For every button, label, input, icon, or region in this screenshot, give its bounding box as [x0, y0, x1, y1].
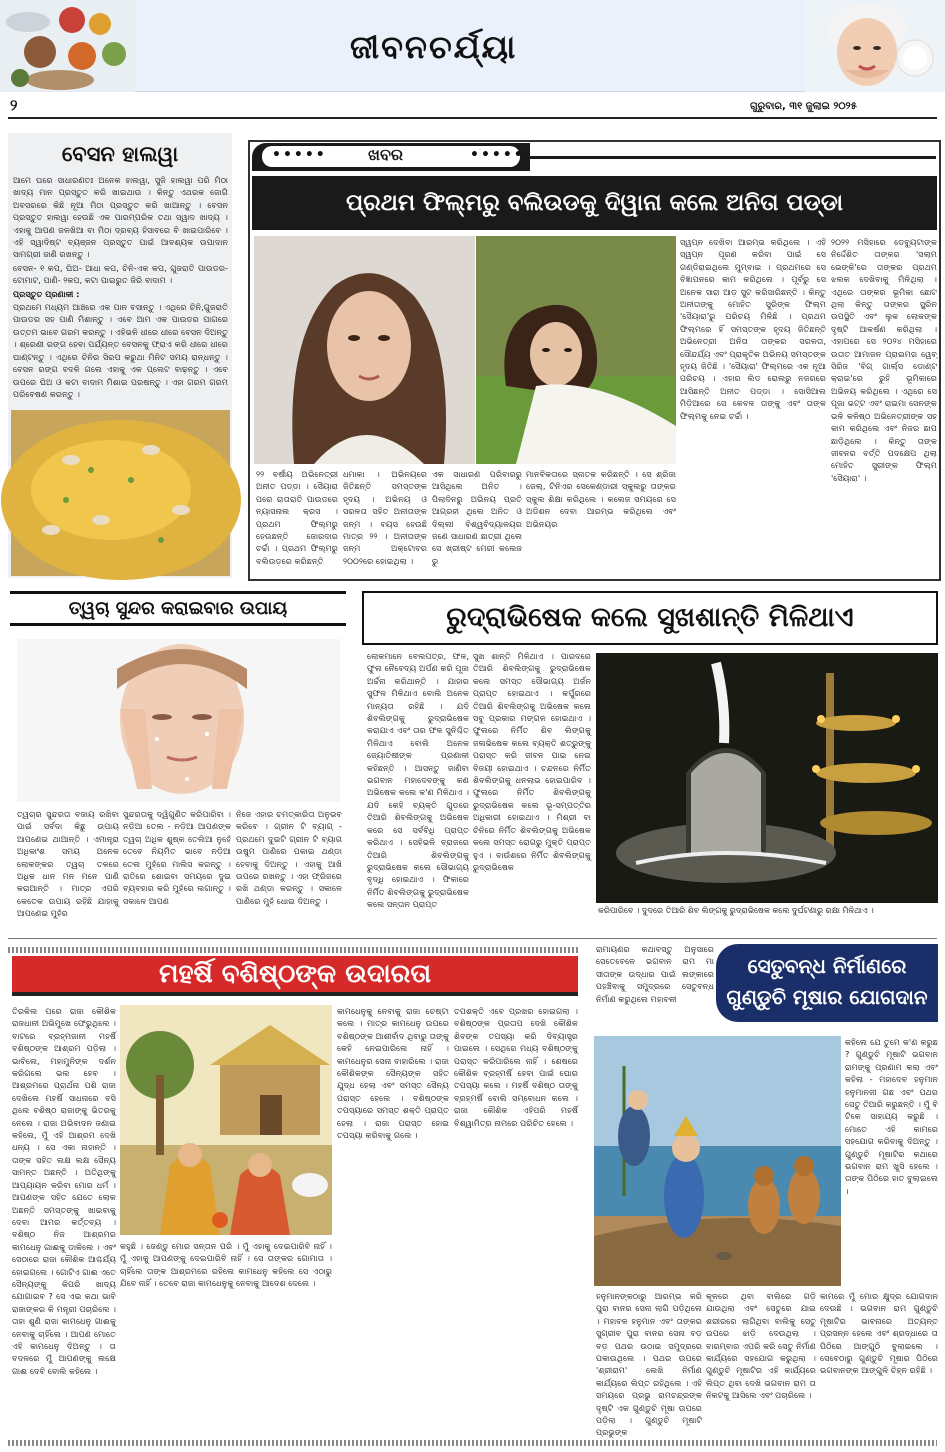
rudra-caption: କରିପାରିବେ । ଦୁଦରେ ତିଆରି ଶିବ ଲିଙ୍ଗକୁ ରୁଦ୍ରାଭିଷେକ କଲେ ଦୁର୍ଘଟଣାରୁ ରକ୍ଷା ମିଳିଥାଏ ।	[598, 906, 874, 915]
vashishtha-col-2: କହୁଛି । ଜେଣ୍ଡୁ ମୋର ସନ୍ତାନ ପରି । ମୁଁ ଏହାକୁ ଦେଇପାରିବି ନାହିଁ । ମୁଁ ଏହାକୁ ଆପଣଙ୍କୁ ଦେଇପାରିବି ନାହିଁ । ସେ ତାଙ୍କର ଗୋମାତା । ଚାହିଁଲେ ତାଙ୍କ ଆଶ୍ରମରେ ରହିଲେ କାମଧେନୁ କହିଲେ ସେ ଏଠାରୁ ଯିବେ ନାହିଁ । ତେବେ ରାଜା କାମଧେନୁକୁ ନେବାକୁ ଆଦେଶ ଦେଲେ ।	[120, 1241, 332, 1289]
anita-tag-dots-left: •••••	[272, 147, 327, 163]
masthead-title: ଜୀବନଚର୍ଯ୍ୟା	[350, 28, 518, 66]
halwa-method-title: ପ୍ରସ୍ତୁତ ପ୍ରଣାଳୀ :	[13, 288, 80, 299]
vashishtha-headline: ମହର୍ଷି ବଶିଷ୍ଠଙ୍କ ଉଦାରତା	[12, 956, 578, 996]
skin-headline: ତ୍ୱଚା ସୁନ୍ଦର କରାଇବାର ଉପାୟ	[10, 591, 346, 626]
anita-col-3: ଏକ ସାଧାରଣ ପରିବାରରୁ ଆସିଥିଲେ ଅନିତ । ପିଲାଦିନରୁ ଅଭିନୟ ପ୍ରତି ଆଗ୍ରହୀ ଥିଲେ ଅନିତ ଓ ଦିଲ୍ଲୀ ବିଶ୍ୱବିଦ୍ୟାଳୟର ଜଣେ ସାଧାରଣ ଛାତ୍ରୀ ଥିଲେ ସେ ଖ୍ରୀଷ୍ଟ ମେରୀ କଲେଜ ରୁ	[432, 469, 522, 566]
setu-col-1: ହନୁମାନଙ୍କଠାରୁ ଆରମ୍ଭ କରି ପୁରା ବାନର ସେନା ଲାଗି ପଡ଼ିଥିଲେ । ମହାବଳ ହନୁମାନ ଏବଂ ତାଙ୍କର ସୁଗ୍ରୀବ ପୁରା ବାନର ସେନା ବଡ଼ ବଡ଼ ପଥର ଉଠାଇ ସମୁଦ୍ରରେ ପକାଉଥିଲେ । ପଥର ଉପରେ 'ଶ୍ରୀରାମ' ଲେଖି ନିର୍ମାଣ କାର୍ଯ୍ୟରେ ଲିପ୍ତ ରହିଥିଲେ । ଏହି ସମୟରେ ପ୍ରଭୁ ରାମଚନ୍ଦ୍ରଙ୍କ ଦୃଷ୍ଟି ଏକ ଗୁଣ୍ଡୁଚି ମୂଷା ଉପରେ ପଡ଼ିଲା । ଗୁଣ୍ଡୁଚି ମୂଷାଟି ପ୍ରଭୁଙ୍କ	[596, 1291, 702, 1438]
anita-col-4: ମାନବିକତାରେ ସ୍ନାତକ କରିଛନ୍ତି । ସେ ଶ୍ରିଜା ଜେଲ୍, ଟିନିଏର ସେକେଣ୍ଡାରୀ ସ୍କୁଲରୁ ତାଙ୍କର ସ୍କୁଲ ଶିକ୍ଷା କରିଥିଲେ । କଲେଜ ସମୟରେ ସେ ଅଡିଶନ ଦେବା ଆରମ୍ଭ କରିଥିଲେ ଏବଂ ଅଭିନୟର	[526, 469, 676, 529]
anita-photo-2	[476, 236, 676, 464]
setu-col-2: କୂଳରେ ଥିବା ବାଲିରେ ଗଡ଼ି ଯାଉଥିଲା ଏବଂ ସେତୁରେ ଯାଇ ଶରୀରରେ ଲାଗିଥିବା ବାଲିକୁ ସେତୁ ଉପରେ ଝାଡ଼ି ଦେଉଥିଲା । ବାରମ୍ବାର ଏପରି କରି ସେତୁ ନିର୍ମାଣ କାର୍ଯ୍ୟରେ ସହଯୋଗ କରୁଥିଲା । ଗୁଣ୍ଡୁଚି ମୂଷାଟିର ଏହି କାର୍ଯ୍ୟରେ ଲିପ୍ତ ଥିବା ଦେଖି ଭଗବାନ ରାମ ତା ନିକଟକୁ ଆସିଲେ ଏବଂ ପଚାରିଲେ ।	[706, 1291, 816, 1401]
masthead-food-illustration	[0, 0, 135, 92]
rudra-col-1: ଲୋକମାନେ ବେଲପତ୍ର, ଫଳ, ଫୁଲ ନୈବେଦ୍ୟ ଅର୍ପଣ କରି ପୂଜା ଅର୍ଚ୍ଚନା କରିଥାନ୍ତି । ଯାହାର ସୁଫଳ ମିଳିଥାଏ ବୋଲି ଅନେକ ମାନ୍ୟତା ରହିଛି । ଯଦି ଶିବଲିଙ୍ଗକୁ ରୁଦ୍ରାଭିଷେକ କରାଯାଏ ଏବଂ ତାର ଫଳ ସୁନିଶ୍ଚିତ ମିଳିଥାଏ ବୋଲି ଅନେକ ଜ୍ୟୋତିଷୀଙ୍କ ପ୍ରଣାଳୀ କହିଛନ୍ତି । ଆସନ୍ତୁ ଜାଣିବା ଭଗବାନ ମହାଦେବଙ୍କୁ କଣ ଅଭିଷେକ କଲେ କ'ଣ ମିଳିଥାଏ । ଯଦି କେହି ବ୍ୟକ୍ତି ଗୁଡରେ ତିଆରି ଶିବଲିଙ୍ଗକୁ ଅଭିଷେକ କରେ ସେ ସର୍ବବିଧି ପ୍ରାପ୍ତ କରିଥାଏ । ସେହିଭଳି ବ୍ରାଜରେ ତିଆରି ଶିବଲିଙ୍ଗକୁ ରୁଦ୍ରାଭିଷେକ କଲେ ସୌଭାଗ୍ୟ ବୃଦ୍ଧି ହୋଇଥାଏ । ଫିକାରେ ନିର୍ମିତ ଶିବଲିଙ୍ଗକୁ ରୁଦ୍ରାଭିଷେକ କଲେ ସନ୍ତାନ ପ୍ରାପ୍ତ	[367, 651, 469, 910]
anita-tag-rule	[530, 156, 936, 159]
anita-headline: ପ୍ରଥମ ଫିଲ୍ମରୁ ବଲିଉଡକୁ ଦିୱାନା କଲେ ଅନିତା ପଡ୍ଡା	[252, 176, 937, 230]
halwa-title: ବେସନ ହାଲୱା	[61, 142, 179, 166]
anita-col-2: ଧମାକା । ଅଭିନୟରେ ଜିତିଛନ୍ତି ସମସ୍ତଙ୍କ ହୃଦୟ । ଅଭିନୟ ଓ ସରଳତା ସହିତ ଅନୀତାଙ୍କ ଜନ୍ମ । ବୟସ ହେଉଛି ମାତ୍ର ୨୨ । ଅନୀତାଙ୍କ ଜନ୍ମ ଅକ୍ଟୋବର ୨୦୦୨ରେ ହୋଇଥିଲା ।	[343, 469, 427, 566]
anita-col-5: ସ୍ୱପ୍ନ ଦେଖିବା ଆରମ୍ଭ କରିଥିଲେ । ଏହି ସ୍ୱପ୍ନ ପୂରଣ କରିବା ପାଇଁ ସେ ଗଣ୍ଡିରାଇଥିଲେ ମୁମ୍ବାଇ । ପ୍ରଥମରେ ସେ ବିଜ୍ଞାପନରେ କାମ କରିଥିଲେ । ପୂର୍ବରୁ ସେ ଅନେକ ସାରା ଆଡ଼ ସୁଟ କରିସାରିଛନ୍ତି । କିନ୍ତୁ ଅନୀତାଙ୍କୁ ମୋହିତ ସୁରିଙ୍କ ଫିଲ୍ମ 'ସୈୟାରା'ରୁ ପରିଚୟ ମିଳିଛି । ପ୍ରଥମ ଫିଲ୍ମରେ ହିଁ ସମସ୍ତଙ୍କ ହୃଦୟ ଜିତିଛନ୍ତି ଅଭିନେତ୍ରୀ ଅନିତା ତାଙ୍କର ସରଳତା, ସୌନ୍ଦର୍ଯ୍ୟ ଏବଂ ପ୍ରାକୃତିକ ଅଭିନୟ ସମସ୍ତଙ୍କ ହୃଦୟ ଜିତିଛି । 'ସୈୟାରା' ଫିଲ୍ମରେ ଏକ ନୂଆ ପରିଚୟ । ଏହାର ଲିଡ ରୋଲରୁ ନଜରରେ ଆସିଛନ୍ତି ଅନୀତ ପଡ୍ଡା । ସୋସିଆଲ ମିଡ଼ିଆରେ ସେ କେବଳ ତାଙ୍କୁ ଏବଂ ତାଙ୍କ ଫିଲ୍ମକୁ ନେଇ ଚର୍ଚ୍ଚା ।	[680, 237, 826, 421]
anita-tag-dots-right: •••••	[470, 147, 525, 163]
halwa-method: ପ୍ରଥମେ ମଧ୍ୟମ ଆଞ୍ଚରେ ଏକ ପାନ ବସାନ୍ତୁ । ଏଥିରେ ଚିନି,ଗୁଜରାତି ପାଉଡର ସହ ପାଣି ମିଶାନ୍ତୁ । ଏବେ ଆମ ଏକ ପାଉଡର ପାଗରେ ଉତ୍ତମ ଭାବେ ଗରମ କରନ୍ତୁ । ଏହିଭଳି ଧୀରେ ଧୀରେ ବେସନ ଦିଅନ୍ତୁ । ଶ୍ରେଣୀ ରଙ୍ଗ ହେବା ପର୍ଯ୍ୟନ୍ତ ବେସନକୁ ଫ୍ରାଏ କରି ଧୀରେ ଧୀରେ ଘାଣ୍ଟନ୍ତୁ । ଏଥିରେ ଚିନିର ସିରପ କରୁଥା ମିନିଟ ସମୟ ରାନ୍ଧନ୍ତୁ । ବେସନ ରଙ୍ଗ ବଦଳି ଗଲେ ଏହାକୁ ଏକ ପ୍ଲେଟ ବାଢ଼ନ୍ତୁ । ଏବେ ଉପରେ ଘିଅ ଓ କଟା ବାଦାମ ମିଶାଇ ପରଷନ୍ତୁ । ଏହା ଗରମ ଗରମ ପରିବେଷଣ କରନ୍ତୁ ।	[13, 302, 228, 399]
setu-col-3: କାମରେ ମୁଁ ମୋର କ୍ଷୁଦ୍ର ଯୋଗଦାନ ଦେଉଛି । ଭଗବାନ ରାମ ଗୁଣ୍ଡୁଚି ମୂଷାଟିର ଭାବନାରେ ଅତ୍ୟନ୍ତ ପ୍ରସନ୍ନ ହେଲେ ଏବଂ ଶ୍ରଦ୍ଧାରେ ତା ପିଠିରେ ଆଙ୍ଗୁଠି ବୁଲାଇଲେ । ସେବେଠାରୁ ଗୁଣ୍ଡୁଚି ମୂଷାର ପିଠିରେ ଭଗବାନଙ୍କ ଆଙ୍ଗୁଳି ଚିହ୍ନ ରହିଛି ।	[820, 1291, 938, 1376]
footer-stripe	[8, 1440, 937, 1446]
setu-headline-line2: ଗୁଣ୍ଡୁଚି ମୂଷାର ଯୋଗଦାନ	[726, 985, 928, 1009]
skin-photo	[17, 639, 340, 802]
halwa-intro: ଆମେ ଘରେ ସାଧାରଣତଃ ଅନେକ ହାଲୱା, ସୁଜି ହାଲୱା ପରି ମିଠା ଖାଦ୍ୟ ମାନ ପ୍ରସ୍ତୁତ କରି ଖାଇଥାଉ । କିନ୍ତୁ ଏଥରକ ଜୋଗି ଅବସରରେ କିଛି ନୂଆ ମିଠା ପ୍ରସ୍ତୁତ କରି ଖାଆନ୍ତୁ । ବେସନ ପ୍ରସ୍ତୁତ ହାଲୱା ହେଉଛି ଏକ ପାରମ୍ପରିକ ତଥା ସ୍ୱାଦ ଖାଦ୍ୟ । ଏହାକୁ ଆପଣ ଜଳଖିଆ ବା ମିଠା ଦ୍ରବ୍ୟ ହିସାବରେ ବି ଖାଇପାରିବେ । ଏହି ସ୍ୱାଦିଷ୍ଟ ବ୍ୟଞ୍ଜନ ପ୍ରସ୍ତୁତ ପାଇଁ ଆବଶ୍ୟକ ଉପାଦାନ ସାମଗ୍ରୀ ଜାଣି ରଖନ୍ତୁ ।	[13, 175, 228, 260]
date-line: ଗୁରୁବାର, ୩୧ ଜୁଲାଇ ୨୦୨୫	[750, 101, 857, 112]
vashishtha-col-4: ତପଶକ୍ତି ଏବେ ପ୍ରଖର ହୋଇଗଲା । ବଶିଷ୍ଠଙ୍କ ପ୍ରତାପ ଦେଖି କୌଶିକ ଶିବଙ୍କ ତପସ୍ୟା କରି ଦିବ୍ୟାସ୍ତ୍ର ପାଇଲେ । ସେଥିରେ ମଧ୍ୟ ବଶିଷ୍ଠଙ୍କୁ ପରାସ୍ତ କରିପାରିଲେ ନାହିଁ । ଶେଷରେ କୌଶିକ ବ୍ରହ୍ମର୍ଷି ହେବା ପାଇଁ ଘୋର ତପସ୍ୟା କଲେ । ମହର୍ଷି ବଶିଷ୍ଠ ତାଙ୍କୁ ବ୍ରହ୍ମର୍ଷି ବୋଲି ସମ୍ବୋଧନ କଲେ । ରାଜା କୌଶିକ ଏହିପରି ମହର୍ଷି ବିଶ୍ୱାମିତ୍ର ନାମରେ ପରିଚିତ ହେଲେ ।	[454, 1006, 578, 1128]
setu-intro: ରାମାୟଣର କଥାବସ୍ତୁ ଅନୁସାରେ ସେତେବେଳେ ଭଗବାନ ରାମ ମା ସୀତାଙ୍କ ଉଦ୍ଧାର ପାଇଁ ଲଙ୍କାରେ ପହଞ୍ଚିବାକୁ ସମୁଦ୍ରରେ ସେତୁବନ୍ଧ ନିର୍ମାଣ କରୁଥିଲେ ମହାବଳୀ	[596, 944, 714, 1004]
vashishtha-col-3: କାମଧେନୁକୁ ନେବାକୁ ରାଜା ଚେଷ୍ଟା କଲେ । ମାତ୍ର କାମଧେନୁ ଉପରେ ବଶିଷ୍ଠଙ୍କ ଆଶୀର୍ବାଦ ଥିବାରୁ ତାଙ୍କୁ କେହି ନେଇପାରିଲେ ନାହିଁ । କାମଧେନୁର ସେନା ବାହାରିଲେ । ରାଜା କୌଶିକଙ୍କ ସୈନ୍ୟଙ୍କ ସହିତ ଯୁଦ୍ଧ ହେଲା ଏବଂ ସମସ୍ତ ସୈନ୍ୟ ପରାସ୍ତ ହେଲେ । ବଶିଷ୍ଠଙ୍କ ତପସ୍ୟାରେ ସମସ୍ତ ଶକ୍ତି ପ୍ରାପ୍ତ ହେଲା । ରାଜା ପରାସ୍ତ ହୋଇ ତପସ୍ୟା କରିବାକୁ ଗଲେ ।	[337, 1006, 449, 1141]
setu-headline-line1: ସେତୁବନ୍ଧ ନିର୍ମାଣରେ	[747, 954, 907, 978]
masthead-rule	[8, 117, 937, 119]
skin-col-2: ସୁନ୍ଦରତାକୁ ଦ୍ୱିଗୁଣିତ କରିପାରିବା । ନଡ଼ିଆ ତେଲ - ନଡ଼ିଆ ଆପଣଙ୍କ ତ୍ୱଚା ଅଧିକ ଶୁଷ୍କ ତେଲିଆ ନୁହେଁ ତେବେ ନିୟମିତ ଭାବେ ନଡ଼ିଆ ତେଲ ମୁହଁରେ ମାଲିସ କରନ୍ତୁ । ରାତିରେ ଶୋଇବା ସମୟରେ ଦୁଇ ବ୍ୟବହାର କରି ମୁହଁରେ ଲଗାନ୍ତୁ । ସକାଳେ ଆପଣ	[123, 809, 231, 906]
rudra-col-2: ସୁଖ ଶାନ୍ତି ମିଳିଥାଏ । ପାରଦରେ ତିଆରି ଶିବଲିଙ୍ଗକୁ ରୁଦ୍ରାଭିଷେକ କଲେ ସମସ୍ତ ସୌଭାଗ୍ୟ ଅର୍ଜନ ପ୍ରାପ୍ତ ହୋଇଥାଏ । କର୍ପୁରରେ ତିଆରି ଶିବଲିଙ୍ଗକୁ ଅଭିଷେକ କଲେ ସବୁ ପ୍ରକାର ମଙ୍ଗଳ ହୋଇଥାଏ । ଫୁଲରେ ନିର୍ମିତ ଶିବ ଲିଙ୍ଗକୁ ଜଳାଭିଷେକ କଲେ ବ୍ୟକ୍ତି ଶତ୍ରୁଙ୍କୁ ପରାସ୍ତ କରି ଜୀବନ ପାଇ ନେଇ ବିଜୟୀ ହୋଇଥାଏ । ଚନ୍ଦନରେ ନିର୍ମିତ ଶିବଲିଙ୍ଗକୁ ଧନଲାଭ ହୋଇପାରିବ । ଫୁଲରେ ନିର୍ମିତ ଶିବଲିଙ୍ଗକୁ ରୁଦ୍ରାଭିଷେକ କଲେ ଭୂ-ସମ୍ପତ୍ତିର ଅଧିକାରୀ ହୋଇଥାଏ । ମିଶ୍ରୀ ବା ଚିନିରେ ନିର୍ମିତ ଶିବଲିଙ୍ଗକୁ ଅଭିଷେକ କଲେ ସମସ୍ତ ରୋଗରୁ ମୁକ୍ତି ପ୍ରାପ୍ତ ହୁଏ । ବାଉଁଶରେ ନିର୍ମିତ ଶିବଲିଙ୍ଗକୁ ରୁଦ୍ରାଭିଷେକ	[473, 651, 591, 872]
vashishtha-col-1: ତିରକିଲ ପରେ ରାଜା କୌଶିକ ରାଜଧାନୀ ଅଭିମୁଖେ ଫେରୁଥିଲେ । ବାଟରେ ବ୍ରହ୍ମଜାନୀ ମହର୍ଷି ବଶିଷ୍ଠଙ୍କ ଆଶ୍ରମ ପଡ଼ିଲା । ଭାବିଲେ, ମହାମୁନିଙ୍କ ଦର୍ଶନ କରିଗଲେ ଭଲ ହେବ । ଆଶ୍ରମରେ ପ୍ରାର୍ଥନା ପଶି ରାଜା ଦେଖିଲେ ମହର୍ଷି ସାଧନାରେ ବସି ଥିଲେ ବଶିଷ୍ଠ ରାଜାଙ୍କୁ ଭିତରକୁ ନେଲେ । ରାଜା ଅଭିବାଦନ ଜଣାଇ କହିଲେ, ମୁଁ ଏହି ଆଶ୍ରମ ଦେଖି ଧନ୍ୟ । ସେ ଏକା ନାହାନ୍ତି । ତାଙ୍କ ସହିତ ଲକ୍ଷ ଲକ୍ଷ ସୈନ୍ୟ ସାମନ୍ତ ଅଛନ୍ତି । ଅତିଥିଙ୍କୁ ଆପ୍ୟାୟନ କରିବା ମୋର ଧର୍ମ । ଆପଣଙ୍କ ସହିତ ଯେତେ ଲୋକ ଅଛନ୍ତି ସମସ୍ତଙ୍କୁ ଖାଇବାକୁ ଦେବା ଆମର କର୍ତ୍ତବ୍ୟ । ବଶିଷ୍ଠ ନିଜ ଆଶ୍ରମର କାମଧେନୁ ଗାଈକୁ ଡାକିଲେ । ଏବଂ ସେଠାରେ ରାଜା କୌଶିକ ଆଶ୍ଚର୍ଯ୍ୟ ହୋଇଗଲେ । ଗୋଟିଏ ଗାଈ ଏତେ ସୈନ୍ୟଙ୍କୁ କିପରି ଖାଦ୍ୟ ଯୋଗାଇବ ? ସେ ଏଇ କଥା ଭାବି ରାଜାଙ୍କର କି ମନ୍ତ୍ରୀ ପଚାରିଲେ । ତାହା ଶୁଣି ରାଜା କାମଧେନୁ ଗାଈକୁ ନେବାକୁ ଚାହିଁଲେ । ଆପଣ ମୋତେ ଏହି କାମଧେନୁ ଦିଅନ୍ତୁ । ତା ବଦଳରେ ମୁଁ ଆପଣଙ୍କୁ ଲକ୍ଷେ ଗାଈ ଦେବି ବୋଲି କହିଲେ ।	[12, 1006, 116, 1376]
skin-col-3: ନିଜେ ଏହାର ଚମତ୍କାରିତା ଅନୁଭବ କରିବେ । ଗ୍ରୀନ ଟି ବ୍ୟାଗ୍ - ପ୍ରଥମେ ଦୁଇଟି ଗ୍ରୀନ ଟି ବ୍ୟାଗ ଉଷୁମ ପାଣିରେ ପକାଇ ଥଣ୍ଡା ହେବାକୁ ଦିଅନ୍ତୁ । ଏହାକୁ ଆଖି ଉପରେ ରଖନ୍ତୁ । ଏହା ଫ୍ରିଜରେ ରଖି ଥଣ୍ଡା କରନ୍ତୁ । ସକାଳେ ପାଣିରେ ମୁହଁ ଧୋଇ ଦିଅନ୍ତୁ ।	[236, 809, 342, 906]
vashishtha-illustration	[120, 1005, 332, 1235]
anita-photo-1	[254, 236, 475, 464]
halwa-ingredients: ବେସନ- ୧ କପ, ଘିଅ- ଆଧା କପ, ଚିନି-ଏକ କପ, ଗୁଜରାତି ପାଉଡର- ଟୋମାଟ, ପାଣି- ୨କପ, କଟା ପାଇରୁତ ଜିରି ବାଦାମ ।	[13, 262, 228, 286]
page-number: ୨	[10, 96, 18, 114]
halwa-body	[13, 174, 228, 408]
masthead-woman-photo	[805, 0, 945, 92]
setu-illustration	[594, 1036, 841, 1286]
vashishtha-stripe	[8, 947, 580, 953]
anita-col-6: ୨୦୨୨ ମସିହାରେ ଡେବ୍ୟୁଟାଙ୍କ ନିର୍ଦ୍ଦେଶିତ ତାଙ୍କର 'ସଲାମ ଭେଙ୍କି'ରେ ତାଙ୍କର ପ୍ରଥମ ଝଲକ ଦେଖିବାକୁ ମିଳିଥିଲା । ଏଥିରେ ତାଙ୍କର ଭୂମିକା ଛୋଟ ଥିଲା କିନ୍ତୁ ତାଙ୍କର ସ୍କ୍ରିନ ଉପସ୍ଥିତି ଏବଂ ଲୁକ ଲୋକଙ୍କ ଦୃଷ୍ଟି ଆକର୍ଷଣ କରିଥିଲା । ଏହାପରେ ସେ ୨୦୨୪ ମସିହାରେ ଉତାତ ଆମାଜନ ପ୍ରାଇମର ୱେବ୍ ସିରିଜ 'ବିଗ୍ ଗାର୍ଲ୍ସ ଡୋଣ୍ଟ କ୍ରାଇ'ରେ ରୁହି ଭୂମିକାରେ ଅଭିନୟ କରିଥିଲେ । ଏଥିରେ ସେ ପୂଜା ଭଟ୍ଟ ଏବଂ ରାଇମା ସେନଙ୍କ ଭଳି କଳିଷ୍ଠ ଅଭିନେତ୍ରୀଙ୍କ ସହ କାମ କରିଥିଲେ ଏବଂ ନିଜର ଛାପ ଛାଡ଼ିଥିଲେ । କିନ୍ତୁ ତାଙ୍କ ଜୀବନର ବର୍ତ୍ତି ପଦକ୍ଷେପ ଥିଲା ମୋହିତ ସୁରୀଙ୍କ ଫିଲ୍ମ 'ସୈୟାରା' ।	[831, 237, 937, 483]
halwa-photo	[11, 410, 230, 576]
anita-col-1: ୨୨ ବର୍ଷୀୟ ଅଭିନେତ୍ରୀ ଅନୀତ ପଡ୍ଡା । ସୈୟାରା ପରେ ରାତାରାତି ପାଉଡରେ ନ୍ୟାସନାଲ କ୍ରସ । ପ୍ରଥମ ଫିଲ୍ମରୁ ହେଉଛନ୍ତି ଜୋରଦାର ଚର୍ଚ୍ଚା । ପ୍ରଥମ ଫିଲ୍ମରୁ ବଲିଉଡ଼ରେ କରିଛନ୍ତି	[256, 469, 338, 566]
rudra-headline: ରୁଦ୍ରାଭିଷେକ କଲେ ସୁଖଶାନ୍ତି ମିଳିଥାଏ	[362, 591, 938, 645]
skin-col-1: ତ୍ୱଚାର ସୁନ୍ଦରତା ବଜାୟ ରଖିବା ପାଇଁ ସର୍ବଦା କିଛୁ ଉପାୟ ଆପଣେଇ ଥାଆନ୍ତି । ଏମାନ୍ତ୍ରା ଅଧିକାଂଶ ସମୟ ଅନେକ ଲୋକଙ୍କର ତ୍ୱଚା ତଳରେ ଅଧିକ ଧାନ ମନ ମନେ ପାଣି କରାଆନ୍ତି । ମାତ୍ର ଏପରି କେତେକ ଉପାୟ ରହିଛି ଯାହାକୁ ଆପଣେଇ ମୁହଁର	[17, 809, 119, 919]
setu-col-side: କହିଲେ ଯେ ତୁମେ କ'ଣ କରୁଛ ? ଗୁଣ୍ଡୁଚି ମୂଷାଟି ଭଗବାନ ରାମଙ୍କୁ ପ୍ରଣାମ କଲା ଏବଂ କହିଲା - ମହାଦେବ ହନୁମାନ ହନୁମାନଜୀ ଗଛ ଏବଂ ପଥର ସେତୁ ତିଆରି କରୁଛନ୍ତି । ମୁଁ ବି ଟିକେ ସାହାଯ୍ୟ କରୁଛି । ମୋତେ ଏହି କାମରେ ସହଯୋଗ କରିବାକୁ ଦିଅନ୍ତୁ । ଗୁଣ୍ଡୁଚି ମୂଷାଟିର କଥାରେ ଭଗବାନ ରାମ ଖୁସି ହେଲେ । ତାଙ୍କ ପିଠିରେ ହାତ ବୁଲାଇଲେ ।	[845, 1037, 938, 1196]
anita-tag-label: ଖବର	[368, 145, 404, 164]
rudra-photo	[596, 653, 938, 903]
middle-rule	[8, 938, 937, 939]
